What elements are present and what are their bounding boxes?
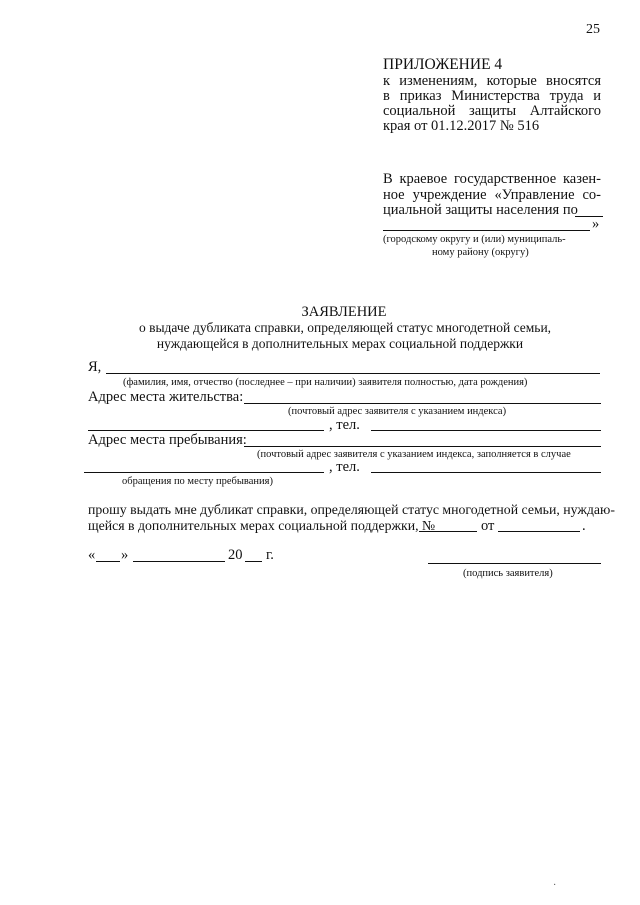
residence-field-cont[interactable] [88, 430, 324, 431]
date-day-field[interactable] [96, 561, 120, 562]
stay-hint: (почтовый адрес заявителя с указанием индекса, заполняется в случае [257, 449, 571, 460]
date-month-field[interactable] [133, 561, 225, 562]
residence-hint: (почтовый адрес заявителя с указанием индекса) [288, 406, 507, 417]
addressee-hint-2: ному району (округу) [432, 247, 529, 258]
statement-subtitle-1: о выдаче дубликата справки, определяющей статус многодетной семьи, [138, 320, 552, 335]
appendix-line-4: края от 01.12.2017 № 516 [383, 118, 540, 134]
addressee-hint-1: (городскому округу и (или) муниципаль- [383, 234, 566, 245]
i-label: Я, [88, 359, 102, 375]
tel-field-1[interactable] [371, 430, 601, 431]
stay-field[interactable] [244, 446, 601, 447]
tel-field-2[interactable] [371, 472, 601, 473]
appendix-title: ПРИЛОЖЕНИЕ 4 [383, 56, 503, 73]
addressee-line-2: ное учреждение «Управление со- [383, 187, 601, 203]
certificate-number-field[interactable] [419, 531, 477, 532]
date-year-suffix: г. [266, 547, 274, 563]
addressee-line-1: В краевое государственное казен- [383, 171, 601, 187]
appendix-line-2: в приказ Министерства труда и [383, 88, 601, 104]
appendix-line-3: социальной защиты Алтайского [383, 103, 601, 119]
tel-label-2: , тел. [329, 459, 360, 475]
tel-label-1: , тел. [329, 417, 360, 433]
residence-label: Адрес места жительства: [88, 389, 244, 405]
date-open-quote: « [88, 547, 96, 563]
date-year-field[interactable] [245, 561, 262, 562]
stay-label: Адрес места пребывания: [88, 432, 247, 448]
signature-field[interactable] [428, 563, 601, 564]
stay-hint-cont: обращения по месту пребывания) [122, 476, 273, 487]
request-line-1: прошу выдать мне дубликат справки, определяющей статус многодетной семьи, нуждаю- [88, 502, 615, 517]
name-field[interactable] [106, 373, 600, 374]
request-line-2: щейся в дополнительных мерах социальной поддержки, № [88, 518, 436, 533]
statement-subtitle-2: нуждающейся в дополнительных мерах социальной поддержки [156, 336, 524, 351]
certificate-date-field[interactable] [498, 531, 580, 532]
addressee-closing-quote: » [592, 216, 600, 232]
request-from-label: от [481, 518, 495, 534]
name-hint: (фамилия, имя, отчество (последнее – при наличии) заявителя полностью, дата рождения) [123, 377, 528, 388]
addressee-line-3: циальной защиты населения по [383, 202, 578, 218]
signature-hint: (подпись заявителя) [463, 568, 553, 579]
footer-mark: · [553, 880, 557, 891]
date-close-quote: » [121, 547, 129, 563]
addressee-blank-2[interactable] [383, 230, 590, 231]
statement-title: ЗАЯВЛЕНИЕ [301, 304, 387, 320]
residence-field[interactable] [244, 403, 601, 404]
stay-field-cont[interactable] [84, 472, 324, 473]
request-period: . [582, 518, 586, 534]
date-year-prefix: 20 [228, 547, 243, 563]
appendix-line-1: к изменениям, которые вносятся [383, 73, 601, 89]
page-number: 25 [586, 22, 600, 37]
